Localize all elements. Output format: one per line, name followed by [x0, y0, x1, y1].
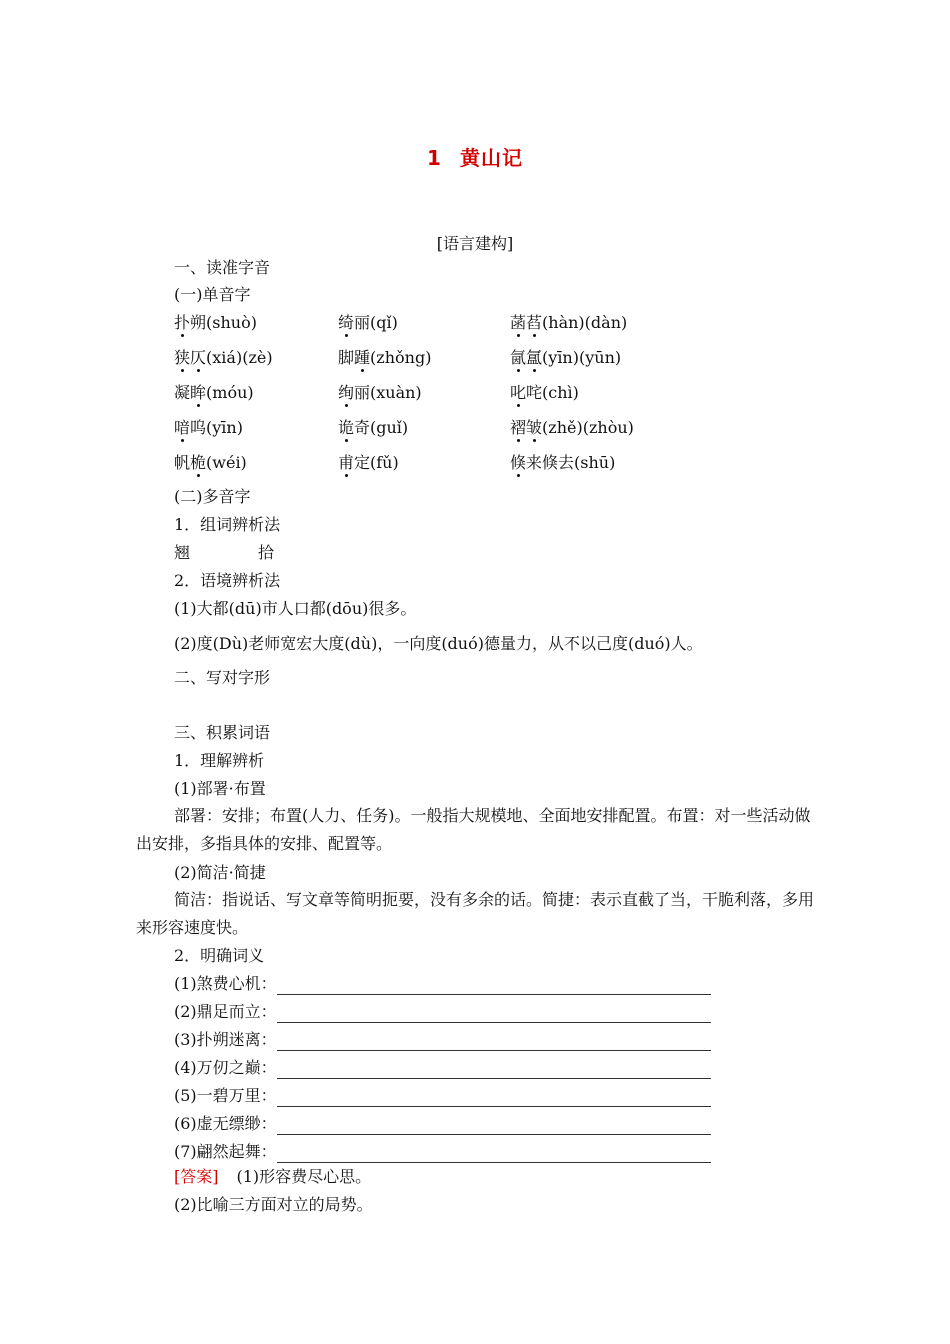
vocab-method-1: 1．理解辨析	[174, 751, 265, 770]
pair-title-1: (1)部署·布置	[174, 779, 266, 798]
term-label: (1)煞费心机：	[174, 974, 277, 993]
single-item: 褶皱(zhě)(zhòu)	[510, 418, 634, 437]
term-label: (5)一碧万里：	[174, 1086, 277, 1105]
single-item: 叱咤(chì)	[510, 383, 579, 402]
poly-char: 拾	[258, 543, 275, 562]
title-number: 1	[427, 146, 442, 170]
term-row	[174, 1029, 711, 1051]
single-item: 倏来倏去(shū)	[510, 453, 616, 472]
heading-glyphs: 二、写对字形	[174, 668, 271, 687]
single-item: 狭仄(xiá)(zè)	[174, 348, 273, 367]
vocab-method-2: 2．明确词义	[174, 946, 265, 965]
section-label: [语言建构]	[436, 234, 514, 253]
pair-title-2: (2)简洁·简捷	[174, 863, 266, 882]
title-text: 黄山记	[459, 146, 523, 170]
page-title	[0, 142, 950, 171]
context-example-1: (1)大都(dū)市人口都(dōu)很多。	[174, 599, 417, 618]
answer-blank[interactable]	[277, 1062, 711, 1079]
term-label: (4)万仞之巅：	[174, 1058, 277, 1077]
pair-explanation-1: 部署：安排；布置(人力、任务)。一般指大规模地、全面地安排配置。布置：对一些活动做出安排，多指具体的安排、配置等。	[136, 806, 811, 853]
context-example-2: (2)度(Dù)老师宽宏大度(dù)，一向度(duó)德量力，从不以己度(duó)人。	[174, 634, 703, 653]
single-item: 绚丽(xuàn)	[338, 383, 422, 402]
term-label: (2)鼎足而立：	[174, 1002, 277, 1021]
term-label: (7)翩然起舞：	[174, 1142, 277, 1161]
answer-blank[interactable]	[277, 1090, 711, 1107]
single-item: 脚踵(zhǒng)	[338, 348, 432, 367]
term-row	[174, 1141, 711, 1163]
answer-blank[interactable]	[277, 1146, 711, 1163]
answer-blank[interactable]	[277, 978, 711, 995]
answer-blank[interactable]	[277, 1006, 711, 1023]
pair-explanation-2: 简洁：指说话、写文章等简明扼要，没有多余的话。简捷：表示直截了当，干脆利落，多用来形容速度快。	[136, 890, 815, 937]
single-item: 诡奇(guǐ)	[338, 418, 409, 437]
term-row	[174, 1057, 711, 1079]
heading-vocab: 三、积累词语	[174, 723, 271, 742]
heading-pronunciation: 一、读准字音	[174, 258, 271, 277]
answer-text: (1)形容费尽心思。	[236, 1167, 372, 1186]
term-row	[174, 1113, 711, 1135]
term-row	[174, 1001, 711, 1023]
single-item: 绮丽(qǐ)	[338, 313, 398, 332]
term-row	[174, 1085, 711, 1107]
single-item: 凝眸(móu)	[174, 383, 254, 402]
single-item: 甫定(fǔ)	[338, 453, 399, 472]
term-label: (3)扑朔迷离：	[174, 1030, 277, 1049]
poly-method-1: 1．组词辨析法	[174, 515, 281, 534]
poly-char: 翘	[174, 543, 191, 562]
subheading-single: (一)单音字	[174, 285, 251, 304]
answer-blank[interactable]	[277, 1034, 711, 1051]
answer-tag: [答案]	[174, 1167, 219, 1186]
single-item: 喑呜(yīn)	[174, 418, 243, 437]
answer-row	[174, 1166, 371, 1188]
single-item: 菡萏(hàn)(dàn)	[510, 313, 628, 332]
single-item: 氤氲(yīn)(yūn)	[510, 348, 622, 367]
answer-blank[interactable]	[277, 1118, 711, 1135]
subheading-poly: (二)多音字	[174, 487, 251, 506]
answer-text-2: (2)比喻三方面对立的局势。	[174, 1195, 373, 1214]
single-item: 帆桅(wéi)	[174, 453, 247, 472]
term-label: (6)虚无缥缈：	[174, 1114, 277, 1133]
single-item: 扑朔(shuò)	[174, 313, 257, 332]
term-row	[174, 973, 711, 995]
poly-method-2: 2．语境辨析法	[174, 571, 281, 590]
